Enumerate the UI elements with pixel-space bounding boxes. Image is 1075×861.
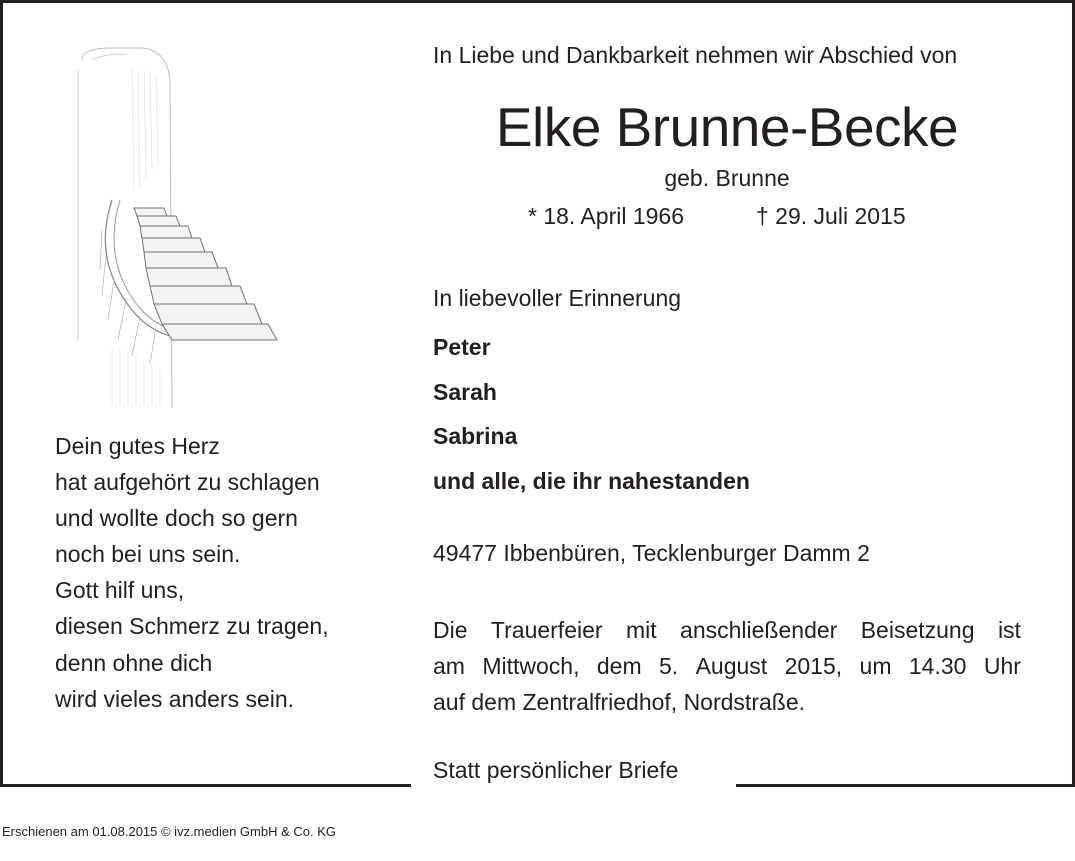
service-word: am xyxy=(433,653,465,680)
poem xyxy=(55,428,329,717)
birth-date: * 18. April 1966 xyxy=(528,203,685,229)
deceased-name: Elke Brunne-Becke xyxy=(495,96,959,158)
service-word: August xyxy=(695,653,768,680)
address: 49477 Ibbenbüren, Tecklenburger Damm 2 xyxy=(433,540,870,566)
poem-line: Dein gutes Herz xyxy=(55,433,220,459)
poem-line: hat aufgehört zu schlagen xyxy=(55,469,320,496)
service-word: 2015, xyxy=(784,653,843,680)
service-word: mit xyxy=(625,617,657,643)
service-word: um xyxy=(859,653,892,680)
poem-line: und wollte doch so gern xyxy=(55,505,298,532)
poem-line: Gott hilf uns, xyxy=(55,577,185,604)
mourners-list xyxy=(433,325,750,503)
frame-bottom-right-border xyxy=(736,784,1075,787)
mourner-name: Sarah xyxy=(433,378,497,405)
frame-left-border xyxy=(0,0,3,787)
service-word: 5. xyxy=(659,653,679,680)
service-line: auf dem Zentralfriedhof, Nordstraße. xyxy=(433,689,805,716)
service-word: ist xyxy=(997,617,1021,643)
service-word: Beisetzung xyxy=(860,617,975,643)
service-notice xyxy=(433,612,1021,720)
frame-bottom-left-border xyxy=(0,784,411,787)
maiden-name: geb. Brunne xyxy=(664,165,790,191)
poem-line: denn ohne dich xyxy=(55,649,213,676)
service-word: Die xyxy=(433,617,468,643)
service-line xyxy=(433,648,1021,684)
frame-top-border xyxy=(0,0,1075,3)
service-word: Mittwoch, xyxy=(482,653,580,680)
death-date: † 29. Juli 2015 xyxy=(756,203,906,229)
service-word: dem xyxy=(596,653,642,680)
poem-line: noch bei uns sein. xyxy=(55,541,241,568)
service-word: 14.30 xyxy=(908,653,967,680)
service-word: Uhr xyxy=(983,653,1021,680)
mourner-name: Sabrina xyxy=(433,423,518,449)
memory-line: In liebevoller Erinnerung xyxy=(433,285,682,311)
intro-text: In Liebe und Dankbarkeit nehmen wir Abschied von xyxy=(433,42,958,68)
poem-line: diesen Schmerz zu tragen, xyxy=(55,613,329,640)
publication-footer: Erschienen am 01.08.2015 © ivz.medien GmbH & Co. KG xyxy=(2,824,337,839)
service-word: anschließender xyxy=(680,617,838,643)
closing-note: Statt persönlicher Briefe xyxy=(433,757,679,783)
staircase-illustration-icon xyxy=(72,40,292,408)
service-word: Trauerfeier xyxy=(490,617,603,643)
mourner-name: Peter xyxy=(433,334,491,360)
mourner-name: und alle, die ihr nahestanden xyxy=(433,467,750,494)
poem-line: wird vieles anders sein. xyxy=(55,685,295,712)
service-line xyxy=(433,612,1021,648)
